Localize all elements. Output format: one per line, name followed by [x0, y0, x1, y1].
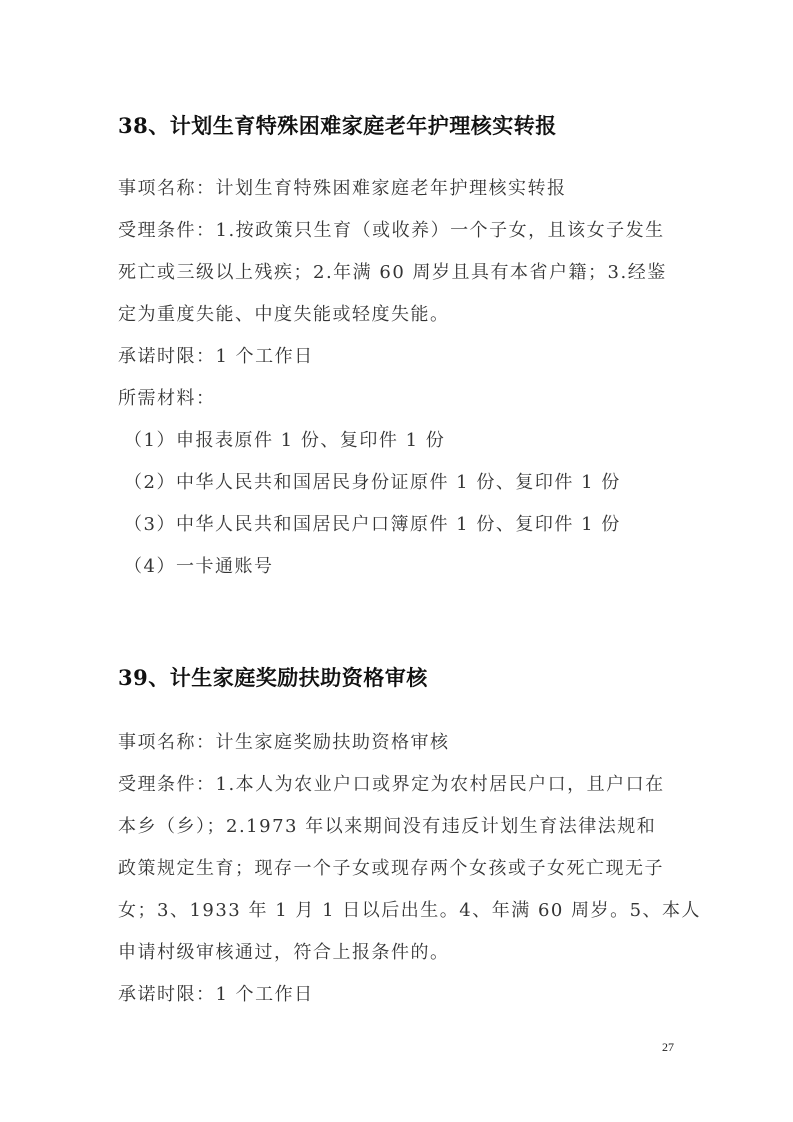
section-39-conditions-line-1: 受理条件：1.本人为农业户口或界定为农村居民户口，且户口在 [118, 774, 665, 795]
section-38-conditions-line-2: 死亡或三级以上残疾；2.年满 60 周岁且具有本省户籍；3.经鉴 [118, 262, 667, 283]
page-number: 27 [662, 1040, 674, 1054]
section-39-time-limit: 承诺时限：1 个工作日 [118, 984, 314, 1005]
section-39-item-name: 事项名称：计生家庭奖励扶助资格审核 [118, 732, 450, 753]
section-39-conditions-line-3: 政策规定生育；现存一个子女或现存两个女孩或子女死亡现无子 [118, 858, 664, 879]
section-38-material-2: （2）中华人民共和国居民身份证原件 1 份、复印件 1 份 [124, 472, 621, 493]
section-38-item-name: 事项名称：计划生育特殊困难家庭老年护理核实转报 [118, 178, 567, 199]
section-39-title: 39、计生家庭奖励扶助资格审核 [118, 665, 428, 690]
section-39-conditions-line-2: 本乡（乡）；2.1973 年以来期间没有违反计划生育法律法规和 [118, 816, 657, 837]
section-38-conditions-line-3: 定为重度失能、中度失能或轻度失能。 [118, 304, 450, 325]
section-38-material-4: （4）一卡通账号 [124, 556, 274, 577]
section-39-conditions-line-5: 申请村级审核通过，符合上报条件的。 [118, 942, 450, 963]
section-38-materials-label: 所需材料： [118, 388, 216, 409]
section-38-title: 38、计划生育特殊困难家庭老年护理核实转报 [118, 113, 557, 138]
section-38-conditions-line-1: 受理条件：1.按政策只生育（或收养）一个子女，且该女子发生 [118, 220, 665, 241]
section-38-material-3: （3）中华人民共和国居民户口簿原件 1 份、复印件 1 份 [124, 514, 621, 535]
section-39-conditions-line-4: 女；3、1933 年 1 月 1 日以后出生。4、年满 60 周岁。5、本人 [118, 900, 702, 921]
section-38-material-1: （1）申报表原件 1 份、复印件 1 份 [124, 430, 446, 451]
section-38-time-limit: 承诺时限：1 个工作日 [118, 346, 314, 367]
